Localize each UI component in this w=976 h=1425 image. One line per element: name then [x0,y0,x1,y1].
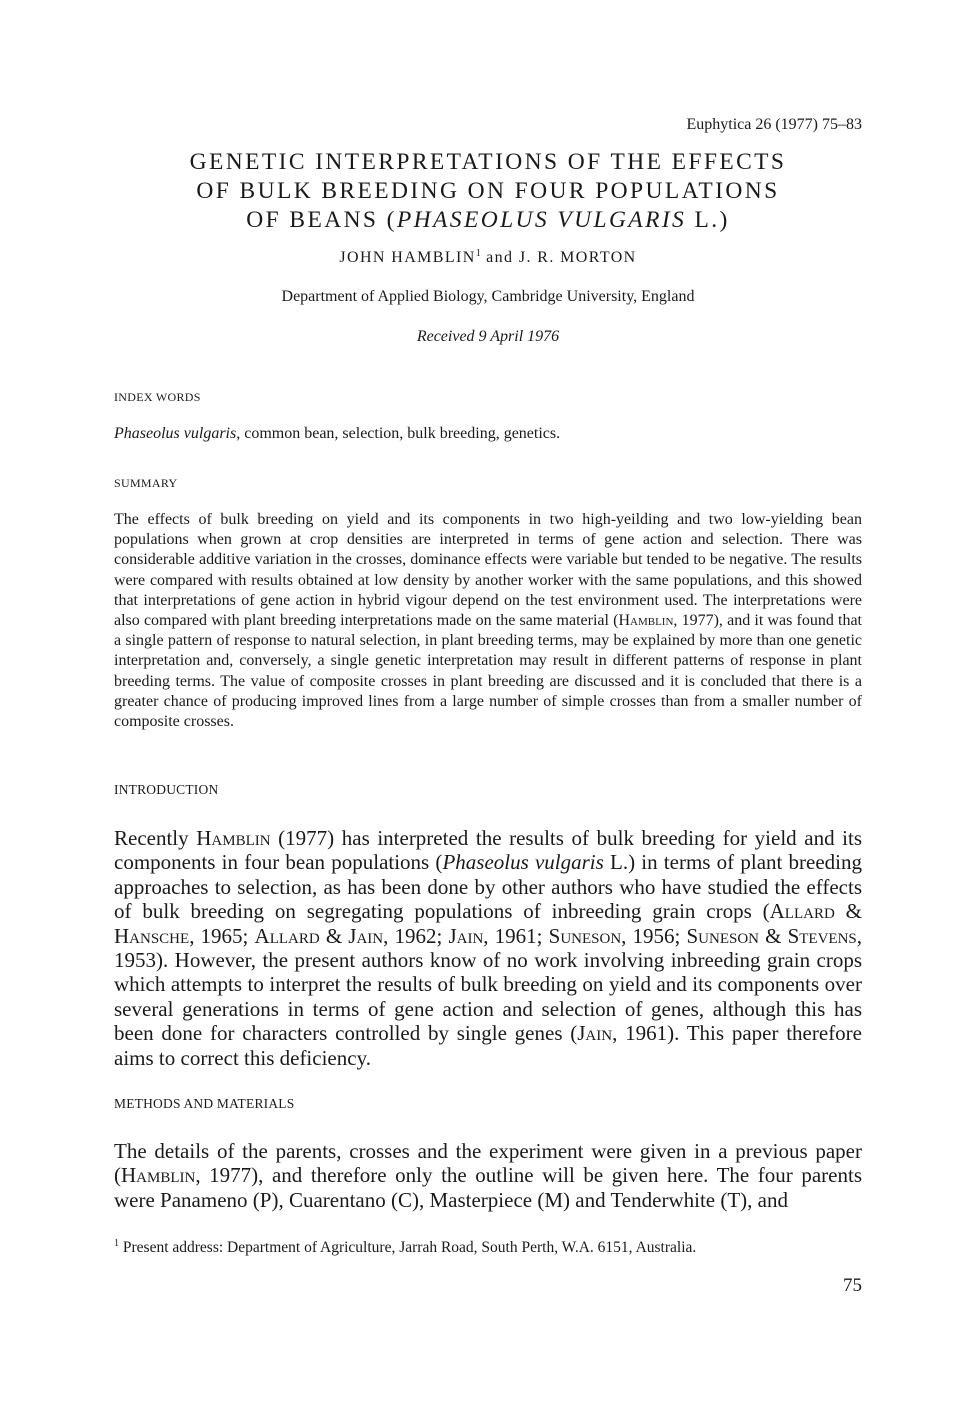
received-date: Received 9 April 1976 [416,328,560,345]
title-line-3 [0,206,976,235]
page-number: 75 [843,1275,862,1296]
author-1: JOHN HAMBLIN [339,249,476,266]
title-line-2: OF BULK BREEDING ON FOUR POPULATIONS [196,178,780,204]
intro-citation-6: Suneson & Stevens [686,923,857,948]
intro-citation-4: Jain [448,923,484,948]
methods-citation: Hamblin [121,1163,196,1188]
title-line-3-pre: OF BEANS ( [246,207,397,233]
index-words-rest: , common bean, selection, bulk breeding, genetics. [236,425,561,442]
index-words [114,424,862,444]
intro-citation-3: Allard & Jain [254,923,384,948]
summary-part-2: , 1977), and it was found that a single pattern of response to natural selection, in plant breeding terms, may be explained by more than one genetic interpretation and, conversely, a single genetic interpretation may result in different patterns of response in plant breeding terms. The value of composite crosses in plant breeding are discussed and it is concluded that there is a greater chance of producing improved lines from a large number of simple crosses than from a smaller number of composite crosses. [114,612,862,731]
footnote-number: 1 [114,1238,119,1249]
journal-reference: Euphytica 26 (1977) 75–83 [686,116,862,133]
summary-text [114,510,862,732]
intro-citation-7: Jain [577,1021,613,1046]
introduction-heading: INTRODUCTION [114,782,219,797]
intro-text-3: L.) in terms of plant breeding approaches to selection, as has been done by other authors who have studied the effects of bulk breeding on segregating populations of inbreeding grain crops ( [114,850,863,924]
intro-text-5: , 1962; [383,923,449,948]
title-line-3-post: L.) [686,207,730,233]
intro-text-8: , 1953). However, the present authors know of no work involving inbreeding grain crops which attempts to interpret the results of bulk breeding on yield and its components over several generations in terms of gene action and selection of genes, although this has been done for characters controlled by single genes ( [114,923,863,1046]
intro-species: Phaseolus vulgaris [442,850,604,875]
introduction-text [114,826,862,1070]
index-words-species: Phaseolus vulgaris [114,425,237,442]
intro-text-4: , 1965; [189,923,255,948]
footnote-marker: 1 [475,248,481,259]
summary-part-1: The effects of bulk breeding on yield and its components in two high-yeilding and two low-yielding bean populations when grown at crop densities are interpreted in terms of gene action and selection. There was considerable additive variation in the crosses, dominance effects were variable but tended to be negative. The results were compared with results obtained at low density by another worker with the same populations, and this showed that interpretations of gene action in hybrid vigour depend on the test environment used. The interpretations were also compared with plant breeding interpretations made on the same material ( [114,511,862,630]
intro-citation-5: Suneson [548,923,622,948]
intro-text-9: , 1961). This paper therefore aims to correct this deficiency. [114,1021,862,1070]
authors [0,248,976,267]
intro-citation-2: Allard & Hansche [114,899,862,948]
methods-text-2: , 1977), and therefore only the outline will be given here. The four parents were Panameno (P), Cuarentano (C), Masterpiece (M) and Tenderwhite (T), and [114,1163,862,1212]
title-line-1: GENETIC INTERPRETATIONS OF THE EFFECTS [189,149,787,175]
intro-text-6: , 1961; [483,923,549,948]
article-title [0,148,976,235]
methods-text-1: The details of the parents, crosses and the experiment were given in a previous paper ( [114,1139,862,1188]
summary-citation: Hamblin [618,612,674,630]
affiliation: Department of Applied Biology, Cambridge University, England [281,288,695,305]
footnote-text: Present address: Department of Agriculture, Jarrah Road, South Perth, W.A. 6151, Australia. [119,1239,697,1256]
intro-text-2: (1977) has interpreted the results of bulk breeding for yield and its components in four bean populations ( [114,826,862,875]
intro-text-1: Recently [114,826,197,850]
title-species: PHASEOLUS VULGARIS [396,207,687,233]
intro-text-7: , 1956; [621,923,687,948]
index-words-heading: INDEX WORDS [114,390,201,404]
summary-heading: SUMMARY [114,476,178,490]
methods-text [114,1139,862,1212]
intro-citation-1: Hamblin [196,826,271,850]
methods-heading: METHODS AND MATERIALS [114,1096,295,1111]
author-2: and J. R. MORTON [480,249,637,266]
footnote [114,1238,862,1257]
